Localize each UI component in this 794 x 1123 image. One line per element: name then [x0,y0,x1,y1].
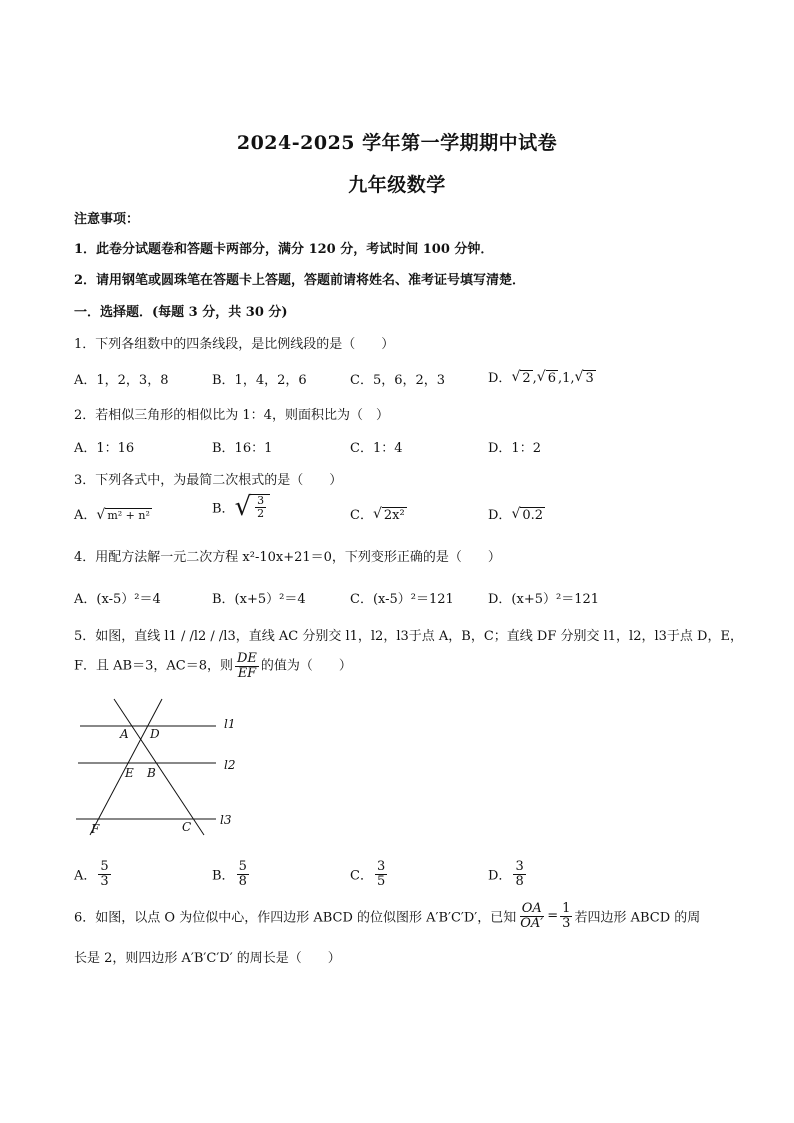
question-4-option-a: A．(x-5）²＝4 [74,592,161,607]
question-5-option-d [488,860,528,888]
question-3-stem: 3．下列各式中，为最简二次根式的是（ ） [74,473,343,488]
radicand: 0.2 [522,508,544,524]
option-label: D． [488,868,512,884]
question-5-option-b [212,860,251,888]
radical: √ m² + n² [96,507,150,524]
option-label: A． [74,868,97,884]
question-2-option-c: C．1：4 [350,441,403,456]
question-2-stem: 2．若相似三角形的相似比为 1：4，则面积比为（ ） [74,408,389,423]
radicand: 2x² [383,508,405,524]
radical: √ 3 [574,369,594,387]
question-3-option-d [488,504,545,524]
question-5-stem-line-1: 5．如图，直线 l1 / /l2 / /l3，直线 AC 分别交 l1，l2，l3于点 A，B，C；直线 DF 分别交 l1，l2，l3于点 D，E， [74,629,743,644]
label-point-d: D [150,727,160,741]
fraction: $\frac{DE}{EF}$ [236,651,257,681]
label-point-a: A [120,727,129,741]
page-title: 2024-2025 学年第一学期期中试卷 [236,132,558,154]
radical: √ 6 [536,369,556,387]
label-point-e: E [125,766,134,780]
stem-text: F．且 AB＝3，AC＝8，则 [74,658,233,674]
equals-sign: = [547,908,559,924]
stem-text: 的值为（ ） [260,658,352,674]
question-1-option-b: B．1，4，2，6 [212,373,307,388]
label-point-f: F [91,822,100,836]
option-label: C． [350,868,373,884]
question-2-option-d: D．1：2 [488,441,541,456]
stem-text: 6．如图，以点 O 为位似中心，作四边形 ABCD 的位似图形 A′B′C′D′，已知 [74,910,517,926]
fraction: $\frac{5}{8}$ [238,859,247,889]
question-3-option-b [212,494,270,520]
radicand: 3 [585,371,594,387]
option-label: D． [488,371,512,386]
notes-item-1: 1．此卷分试题卷和答题卡两部分，满分 120 分，考试时间 100 分钟． [74,242,494,257]
question-1-option-d: D． √ 2 , √ 6 ,1, √ 3 [488,369,594,387]
question-5-option-a [74,860,113,888]
question-4-option-c: C．(x-5）²＝121 [350,592,454,607]
option-label: C． [350,508,373,523]
question-1-option-c: C．5，6，2，3 [350,373,446,388]
option-label: D． [488,508,512,523]
label-l1: l1 [224,717,236,731]
question-6-stem-line-1 [74,902,700,930]
question-1-option-a: A．1，2，3，8 [74,373,169,388]
option-text: ,1, [557,371,575,386]
notes-heading: 注意事项： [74,212,140,227]
label-l3: l3 [220,813,232,827]
notes-item-2: 2．请用钢笔或圆珠笔在答题卡上答题，答题前请将姓名、准考证号填写清楚． [74,273,526,288]
question-2-option-b: B．16：1 [212,441,273,456]
fraction: $\frac{OA}{OA'}$ [520,901,544,931]
section-heading: 一．选择题．(每题 3 分，共 30 分) [74,305,288,320]
question-3-option-a [74,504,152,523]
radicand: m² + n² [107,509,150,523]
parallel-lines-figure [70,695,240,845]
question-6-stem-line-2: 长是 2，则四边形 A′B′C′D′ 的周长是（ ） [74,951,341,966]
option-label: B． [212,501,235,517]
label-point-b: B [147,766,156,780]
question-4-option-b: B．(x+5）²＝4 [212,592,306,607]
radical: √ 2 [511,369,531,387]
question-5-option-c [350,860,389,888]
page-subtitle: 九年级数学 [348,174,446,196]
fraction: $\frac{3}{5}$ [376,859,386,889]
question-3-option-c [350,504,407,524]
radicand: 6 [547,371,556,387]
radical: √ 2x² [372,506,405,524]
radicand: 2 [522,371,531,387]
radical: √ $\frac{3}{2}$ [235,494,271,520]
option-label: A． [74,508,97,523]
fraction: $\frac{1}{3}$ [562,901,571,931]
fraction: $\frac{5}{3}$ [100,859,109,889]
radical: √ 0.2 [511,506,544,524]
question-4-option-d: D．(x+5）²＝121 [488,592,600,607]
label-point-c: C [182,820,192,834]
stem-text: 若四边形 ABCD 的周 [574,910,701,926]
label-l2: l2 [224,758,236,772]
fraction: $\frac{3}{2}$ [257,494,265,520]
question-2-option-a: A．1：16 [74,441,135,456]
question-5-stem-line-2 [74,652,352,680]
question-4-stem: 4．用配方法解一元二次方程 x²-10x+21＝0，下列变形正确的是（ ） [74,550,501,565]
question-1-stem: 1．下列各组数中的四条线段，是比例线段的是（ ） [74,337,395,352]
option-label: B． [212,868,235,884]
fraction: $\frac{3}{8}$ [515,859,524,889]
